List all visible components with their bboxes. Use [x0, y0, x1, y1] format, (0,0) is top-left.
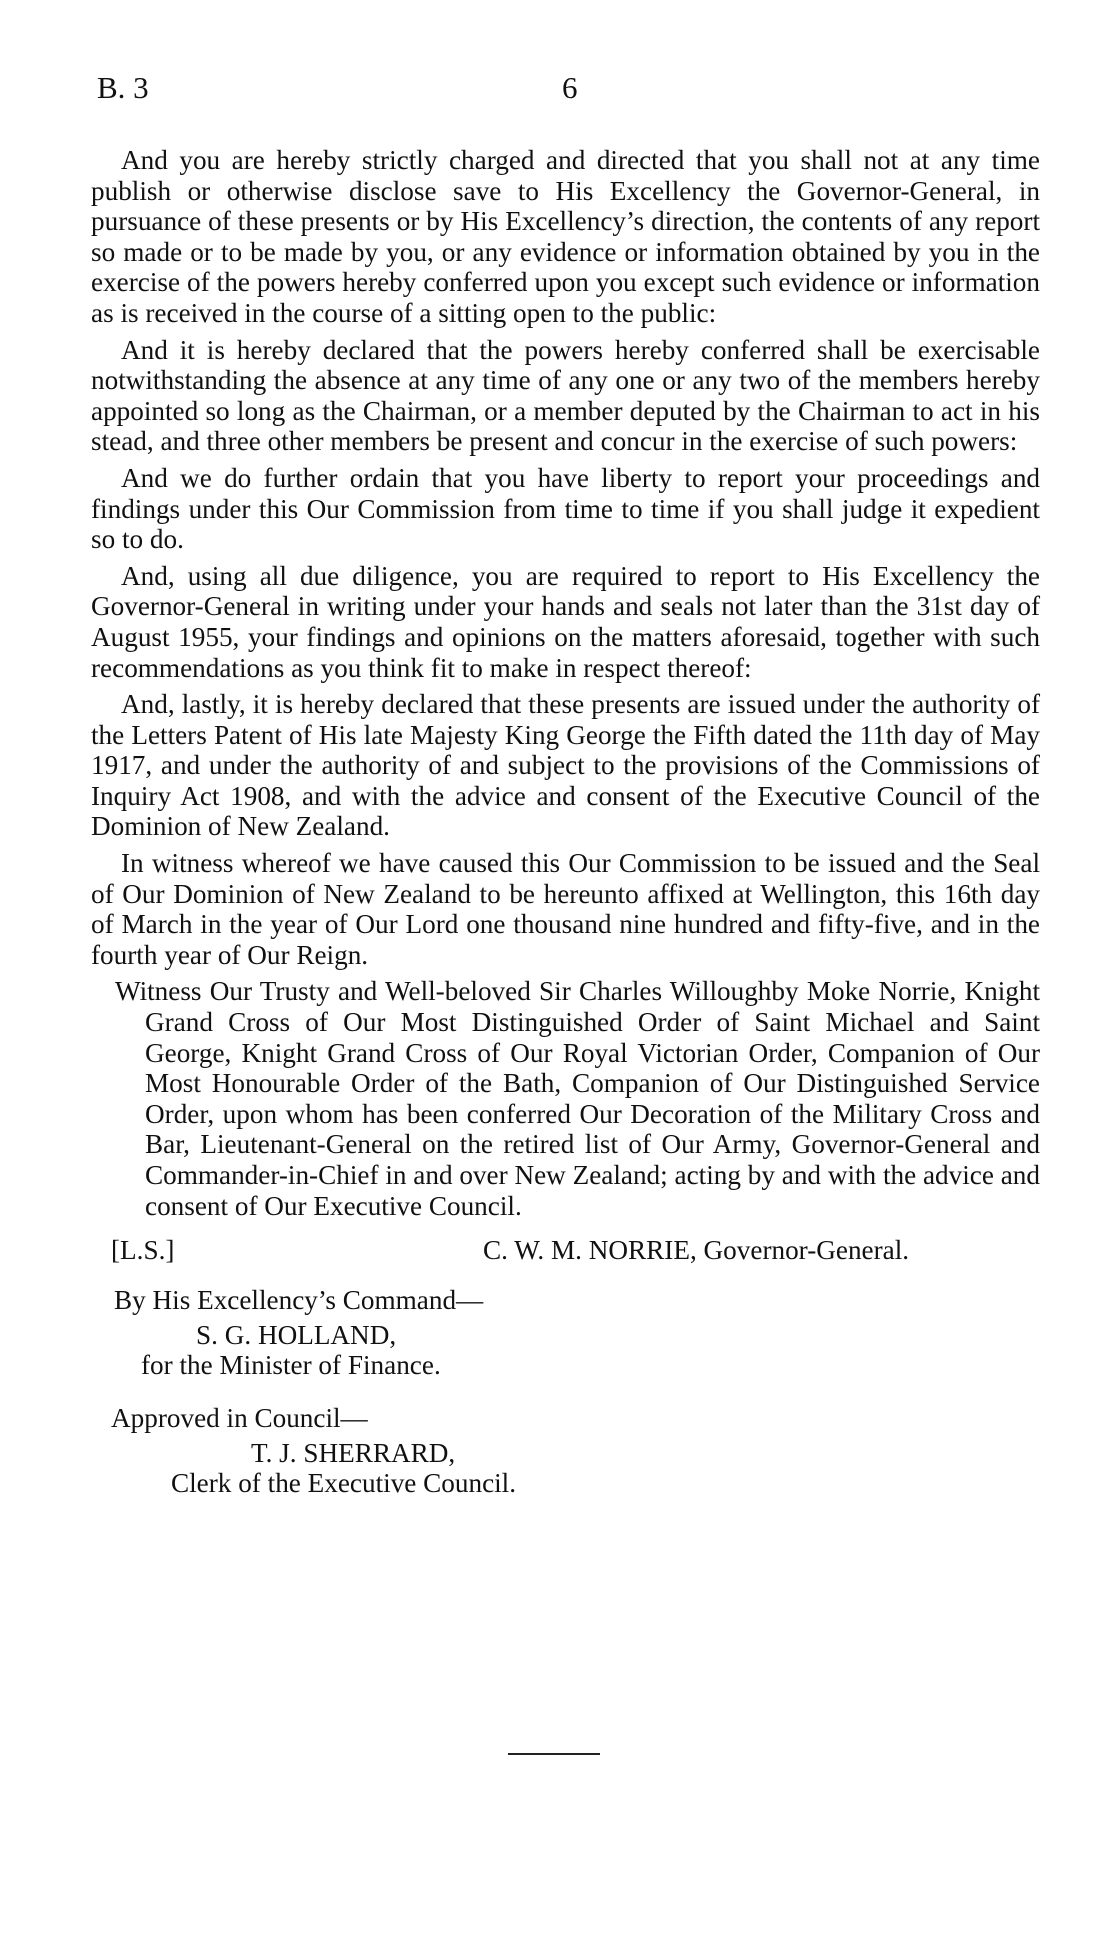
command-signatory-title: for the Minister of Finance. — [141, 1350, 441, 1381]
document-reference: B. 3 — [97, 70, 149, 105]
paragraph-authority: And, lastly, it is hereby declared that these presents are issued under the authority of the Letters Patent of His late Majesty King George the Fifth dated the 11th day of May 1917, and under the authority of and subject to the provisions of the Commissions of Inquiry Act 1908, and with the advice and consent of the Executive Council of the Dominion of New Zealand. — [91, 689, 1040, 842]
approval-block — [91, 1403, 1040, 1499]
seal-signature-row — [91, 1235, 1040, 1267]
paragraph-disclosure: And you are hereby strictly charged and directed that you shall not at any time publish or otherwise disclose save to His Excellency the Governor-General, in pursuance of these presents or by His Excellency’s direction, the contents of any report so made or to be made by you, or any evidence or information obtained by you in the exercise of the powers hereby conferred upon you except such evidence or information as is received in the course of a sitting open to the public: — [91, 145, 1040, 328]
page-header — [97, 70, 1037, 110]
document-body — [91, 145, 1040, 1499]
page-number: 6 — [562, 70, 578, 105]
paragraph-report-deadline: And, using all due diligence, you are required to report to His Excellency the Governor-General in writing under your hands and seals not later than the 31st day of August 1955, your findings and opinions on the matters aforesaid, together with such recommendations as you think fit to make in respect thereof: — [91, 560, 1040, 683]
command-block — [91, 1285, 1040, 1381]
command-signatory: S. G. HOLLAND, — [196, 1319, 397, 1350]
paragraph-quorum: And it is hereby declared that the powers hereby conferred shall be exercisable notwithstanding the absence at any time of any one or any two of the members hereby appointed so long as the Chairman, or a member deputed by the Chairman to act in his stead, and three other members be present and concur in the exercise of such powers: — [91, 334, 1040, 457]
witness-clause: Witness Our Trusty and Well-beloved Sir Charles Willoughby Moke Norrie, Knight Grand Cross of Our Most Distinguished Order of Saint Michael and Saint George, Knight Grand Cross of Our Royal Victorian Order, Companion of Our Most Honourable Order of the Bath, Companion of Our Distinguished Service Order, upon whom has been conferred Our Decoration of the Military Cross and Bar, Lieutenant-General on the retired list of Our Army, Governor-General and Commander-in-Chief in and over New Zealand; acting by and with the advice and consent of Our Executive Council. — [115, 976, 1040, 1221]
paragraph-report-liberty: And we do further ordain that you have liberty to report your proceedings and findings under this Our Commission from time to time if you shall judge it expedient so to do. — [91, 462, 1040, 555]
approval-line: Approved in Council— — [111, 1402, 368, 1433]
command-line: By His Excellency’s Command— — [114, 1285, 484, 1316]
closing-rule — [508, 1753, 600, 1755]
governor-signature: C. W. M. NORRIE, Governor-General. — [483, 1235, 910, 1266]
approval-signatory-title: Clerk of the Executive Council. — [171, 1468, 517, 1499]
paragraph-in-witness: In witness whereof we have caused this Our Commission to be issued and the Seal of Our Dominion of New Zealand to be hereunto affixed at Wellington, this 16th day of March in the year of Our Lord one thousand nine hundred and fifty-five, and in the fourth year of Our Reign. — [91, 848, 1040, 970]
seal-mark: [L.S.] — [111, 1235, 175, 1266]
approval-signatory: T. J. SHERRARD, — [251, 1437, 456, 1468]
